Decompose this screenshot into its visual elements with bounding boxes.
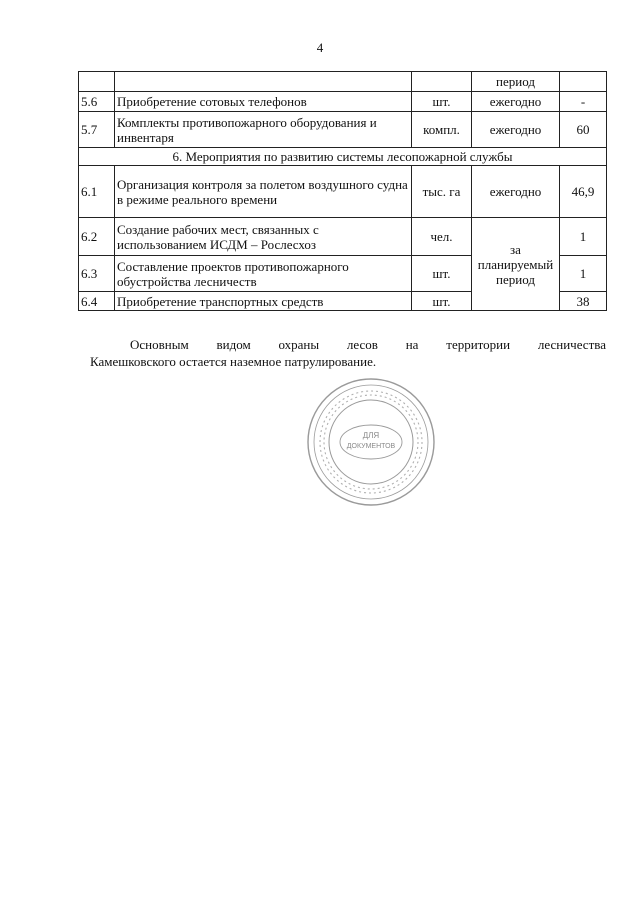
row-value: 38 <box>560 292 607 311</box>
row-num: 6.2 <box>79 218 115 256</box>
official-seal-stamp <box>305 376 437 508</box>
table-row <box>79 72 607 92</box>
row-name: Приобретение транспортных средств <box>115 292 412 311</box>
row-term: ежегодно <box>472 166 560 218</box>
section-title: 6. Мероприятия по развитию системы лесопожарной службы <box>79 148 607 166</box>
table-row <box>79 218 607 256</box>
row-unit: компл. <box>412 112 472 148</box>
row-unit: шт. <box>412 256 472 292</box>
stamp-text-line-2: ДОКУМЕНТОВ <box>346 443 396 450</box>
row-num: 5.7 <box>79 112 115 148</box>
row-num: 6.4 <box>79 292 115 311</box>
table-row <box>79 92 607 112</box>
row-name: Создание рабочих мест, связанных с использованием ИСДМ – Рослесхоз <box>115 218 412 256</box>
row-num: 6.3 <box>79 256 115 292</box>
measures-table <box>78 71 607 311</box>
table-row <box>79 112 607 148</box>
page-number: 4 <box>316 40 324 55</box>
paragraph-line: Основным видом охраны лесов на территории лесничества <box>130 337 606 352</box>
row-value: 60 <box>560 112 607 148</box>
stamp-text-line-1: ДЛЯ <box>362 431 380 440</box>
row-term: ежегодно <box>472 112 560 148</box>
row-num: 5.6 <box>79 92 115 112</box>
table-row <box>79 166 607 218</box>
row-value: 1 <box>560 218 607 256</box>
row-num: 6.1 <box>79 166 115 218</box>
body-paragraph <box>90 336 606 370</box>
row-unit: шт. <box>412 92 472 112</box>
paragraph-line: Камешковского остается наземное патрулирование. <box>90 354 377 369</box>
row-name: Приобретение сотовых телефонов <box>115 92 412 112</box>
row-name: Организация контроля за полетом воздушного судна в режиме реального времени <box>115 166 412 218</box>
merged-term: за планируемый период <box>472 218 560 311</box>
row-value: 1 <box>560 256 607 292</box>
row-value: - <box>560 92 607 112</box>
row-name: Комплекты противопожарного оборудования и инвентаря <box>115 112 412 148</box>
row-unit: тыс. га <box>412 166 472 218</box>
row-unit: чел. <box>412 218 472 256</box>
row-value: 46,9 <box>560 166 607 218</box>
row-term: ежегодно <box>472 92 560 112</box>
section-row <box>79 148 607 166</box>
row-name: Составление проектов противопожарного обустройства лесничеств <box>115 256 412 292</box>
row-unit: шт. <box>412 292 472 311</box>
header-period: период <box>472 72 560 92</box>
